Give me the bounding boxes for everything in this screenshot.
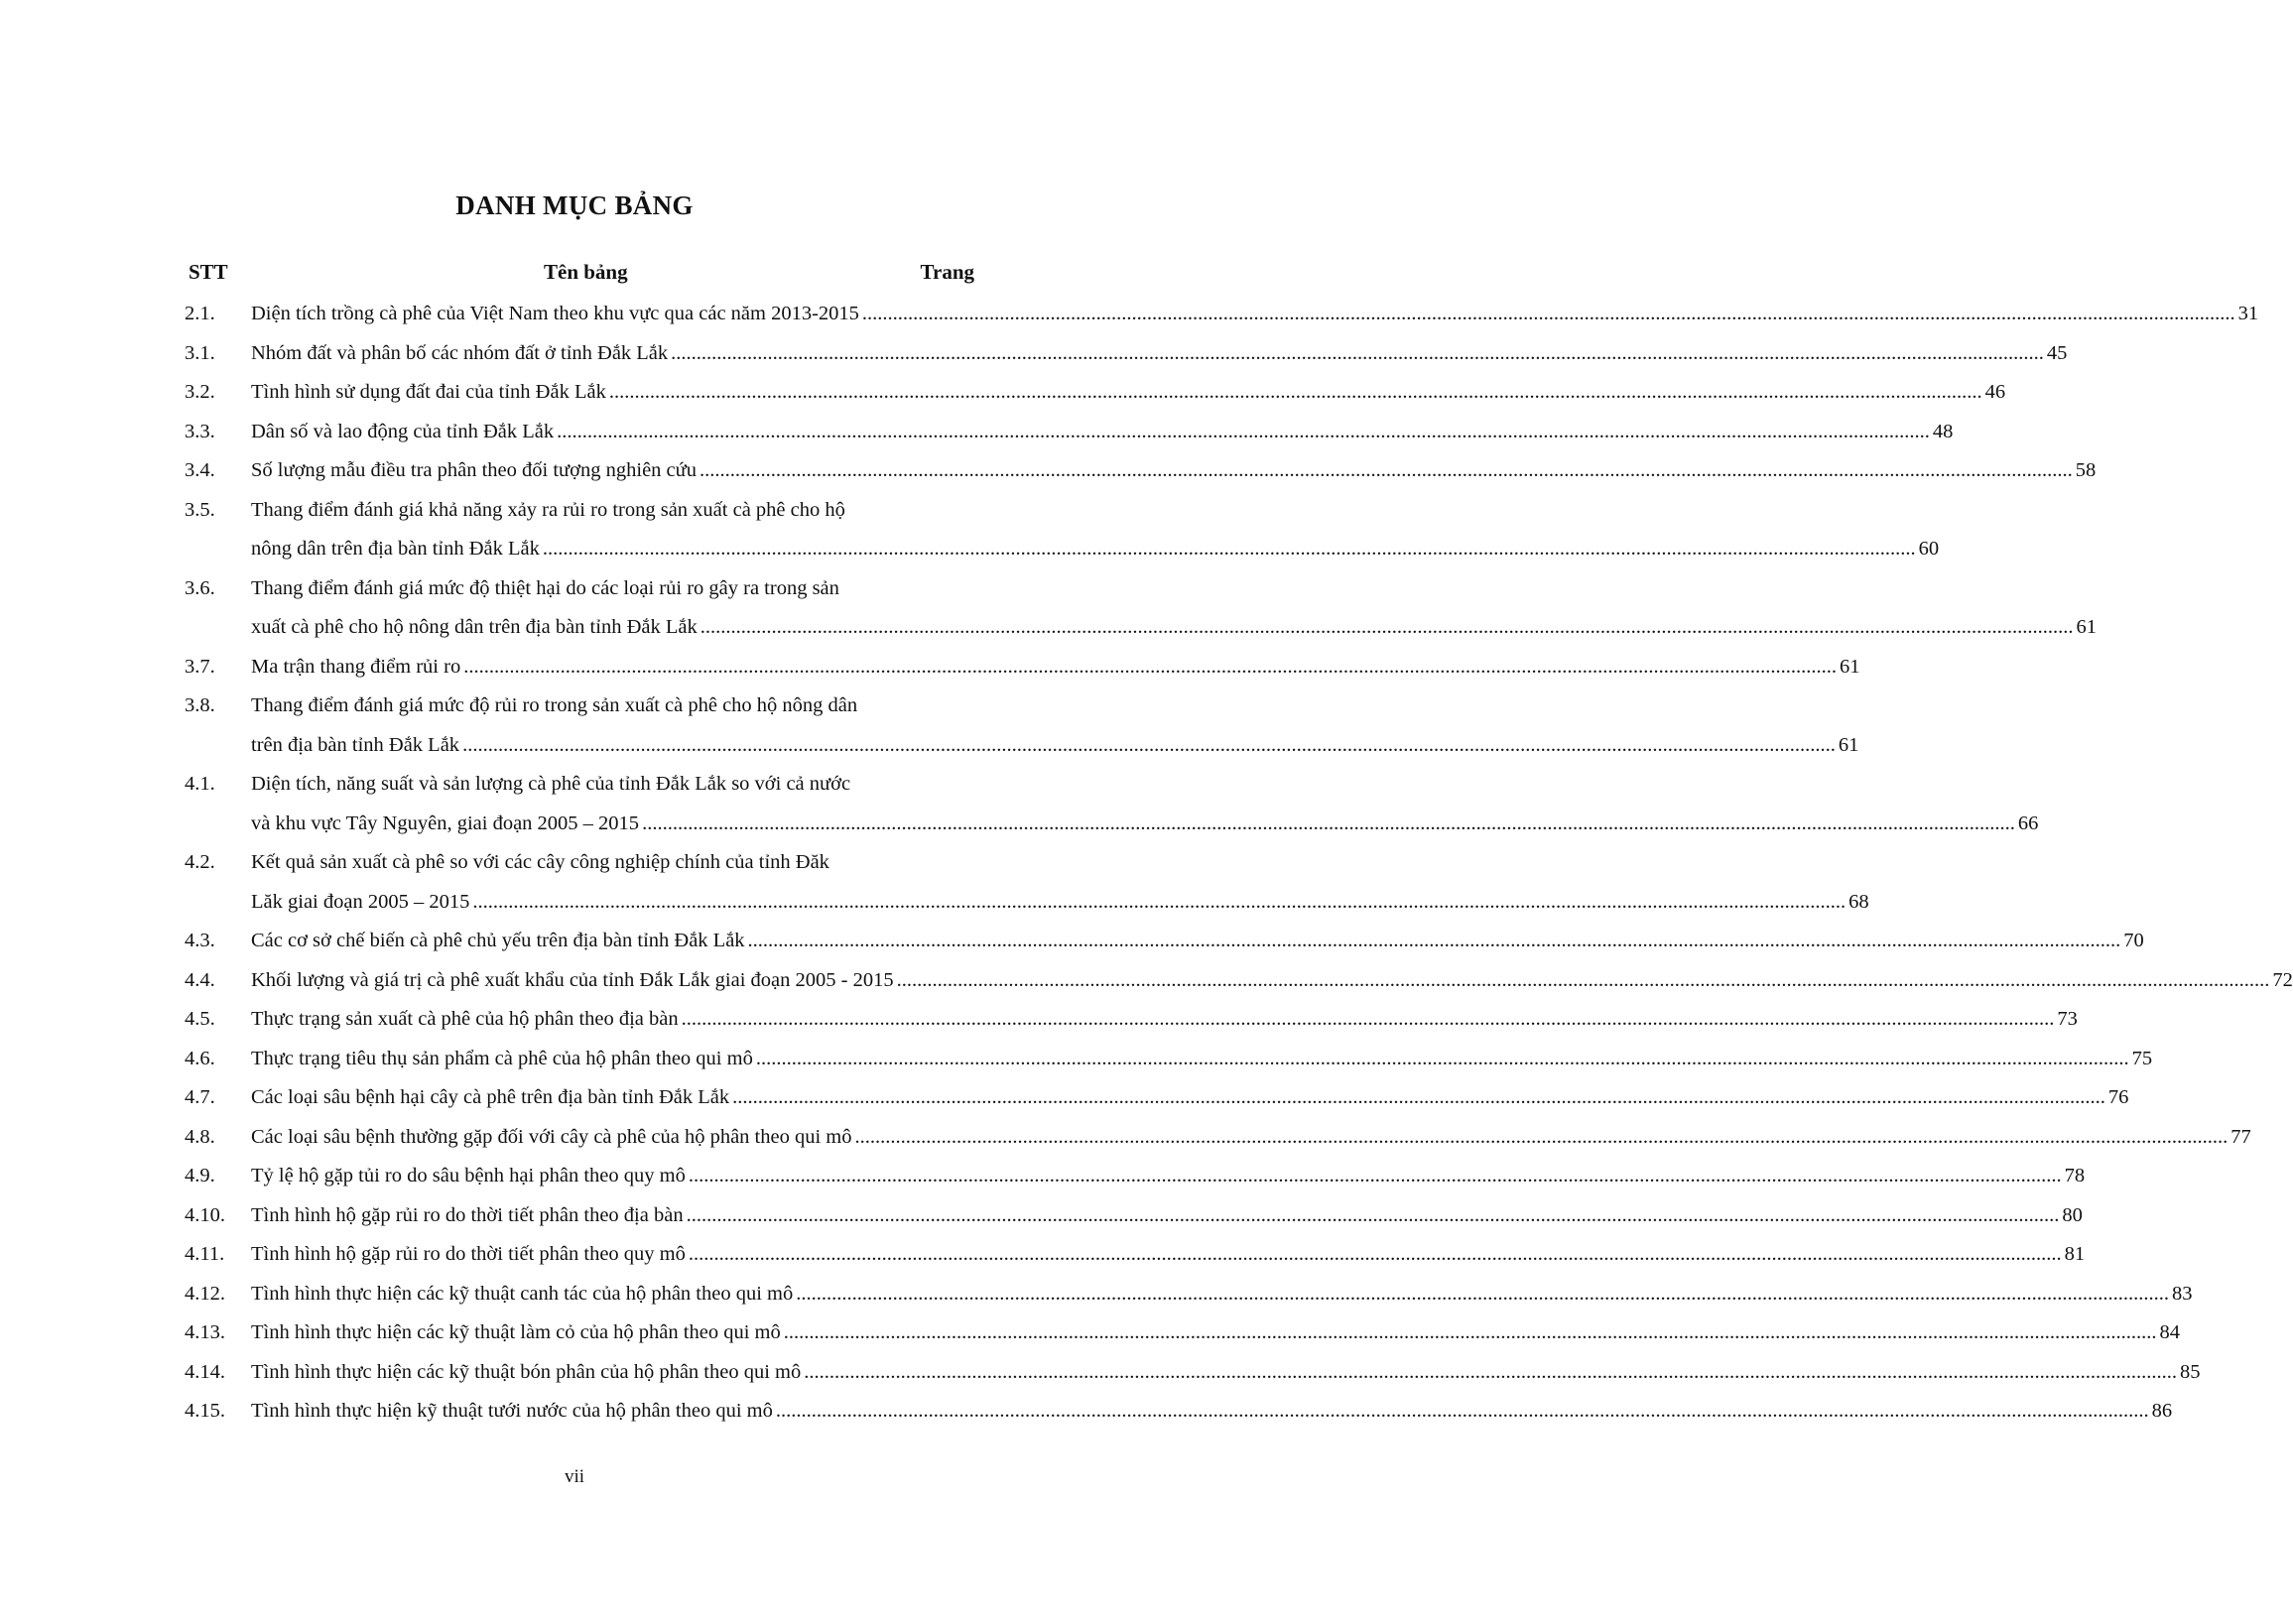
entry-body: [251, 1353, 2201, 1393]
entry-last-line: [251, 922, 2144, 961]
entry-body: [251, 451, 2097, 491]
entry-last-line: [251, 1275, 2193, 1314]
entry-page: 80: [2062, 1203, 2083, 1226]
list-item[interactable]: [0, 1118, 2251, 1158]
entry-page: 45: [2046, 341, 2068, 364]
list-item[interactable]: [0, 765, 2039, 843]
dot-leader: ..............................................................................................................................................................................................................................................................................: [700, 616, 2074, 638]
entry-title: và khu vực Tây Nguyên, giai đoạn 2005 – 2015: [251, 812, 640, 834]
dot-leader: ..............................................................................................................................................................................................................................................................................: [861, 303, 2235, 324]
entry-title-line: Kết quả sản xuất cà phê so với các cây công nghiệp chính của tỉnh Đăk: [251, 851, 829, 873]
entry-body: [251, 843, 1869, 922]
entry-page: 77: [2230, 1125, 2251, 1148]
list-item[interactable]: [0, 451, 2097, 491]
dot-leader: ..............................................................................................................................................................................................................................................................................: [608, 381, 1982, 403]
entry-number: 2.1.: [185, 303, 215, 324]
dot-leader: ..............................................................................................................................................................................................................................................................................: [463, 655, 1837, 678]
entry-number: 4.15.: [185, 1400, 225, 1422]
entry-body: [251, 687, 1859, 765]
entry-number: 4.6.: [185, 1047, 215, 1069]
dot-leader: ..............................................................................................................................................................................................................................................................................: [747, 930, 2121, 951]
list-item[interactable]: [0, 1157, 2086, 1196]
entry-title: Lăk giai đoạn 2005 – 2015: [251, 890, 470, 913]
list-item[interactable]: [0, 1392, 2173, 1432]
list-item[interactable]: [0, 1275, 2193, 1314]
entry-title: Các cơ sở chế biến cà phê chủ yếu trên địa bàn tỉnh Đắk Lắk: [251, 930, 745, 951]
entry-body: [251, 569, 2097, 648]
entry-number: 3.7.: [185, 655, 215, 678]
entry-body: [251, 491, 1940, 569]
header-table-name: Tên bảng: [544, 260, 628, 284]
entry-number: 4.2.: [185, 851, 215, 873]
entry-page: 70: [2123, 930, 2144, 951]
entry-page: 48: [1932, 420, 1954, 442]
entry-last-line: [251, 334, 2068, 374]
entry-page: 31: [2237, 303, 2259, 324]
dot-leader: ..............................................................................................................................................................................................................................................................................: [775, 1400, 2149, 1422]
entry-title: Diện tích trồng cà phê của Việt Nam theo khu vực qua các năm 2013-2015: [251, 303, 859, 324]
entry-page: 58: [2075, 459, 2097, 481]
entry-title: Tình hình sử dụng đất đai của tỉnh Đắk Lắk: [251, 381, 606, 403]
entry-last-line: [251, 295, 2259, 334]
entry-number: 3.4.: [185, 459, 215, 481]
dot-leader: ..............................................................................................................................................................................................................................................................................: [472, 890, 1847, 913]
entry-last-line: [251, 1078, 2129, 1118]
entry-number: 4.12.: [185, 1282, 225, 1305]
entry-body: [251, 413, 1954, 452]
entry-page: 66: [2017, 812, 2039, 834]
entry-last-line: [251, 961, 2293, 1001]
entry-title: Tình hình hộ gặp rủi ro do thời tiết phân theo địa bàn: [251, 1203, 684, 1226]
entry-body: [251, 295, 2259, 334]
entry-last-line: [251, 1118, 2251, 1158]
entry-title: Tình hình hộ gặp rủi ro do thời tiết phân theo quy mô: [251, 1243, 686, 1265]
dot-leader: ..............................................................................................................................................................................................................................................................................: [688, 1165, 2062, 1187]
table-header: [0, 260, 1149, 290]
entry-page: 60: [1918, 538, 1940, 560]
entry-last-line: [251, 726, 1859, 766]
entry-number: 3.1.: [185, 341, 215, 364]
entry-title-line: Thang điểm đánh giá khả năng xảy ra rủi ro trong sản xuất cà phê cho hộ: [251, 498, 845, 521]
entry-last-line: [251, 1353, 2201, 1393]
entry-number: 4.5.: [185, 1008, 215, 1030]
list-item[interactable]: [0, 1040, 2153, 1079]
entry-number: 3.8.: [185, 694, 215, 716]
dot-leader: ..............................................................................................................................................................................................................................................................................: [642, 812, 2015, 834]
entry-title: Dân số và lao động của tỉnh Đắk Lắk: [251, 420, 555, 442]
entry-page: 86: [2151, 1400, 2173, 1422]
entry-page: 73: [2057, 1008, 2078, 1030]
entry-title: Thực trạng sản xuất cà phê của hộ phân theo địa bàn: [251, 1008, 679, 1030]
entry-body: [251, 1000, 2078, 1040]
entry-title: Các loại sâu bệnh hại cây cà phê trên địa bàn tỉnh Đắk Lắk: [251, 1086, 730, 1108]
dot-leader: ..............................................................................................................................................................................................................................................................................: [854, 1125, 2229, 1148]
entry-last-line: [251, 608, 2097, 648]
list-item[interactable]: [0, 1000, 2078, 1040]
entry-body: [251, 922, 2144, 961]
entry-title: trên địa bàn tỉnh Đắk Lắk: [251, 733, 460, 756]
entry-title: Tình hình thực hiện kỹ thuật tưới nước của hộ phân theo qui mô: [251, 1400, 773, 1422]
header-stt: STT: [189, 260, 228, 284]
entry-title: Nhóm đất và phân bố các nhóm đất ở tỉnh Đắk Lắk: [251, 341, 669, 364]
entry-last-line: [251, 805, 2039, 844]
entry-body: [251, 648, 1860, 687]
entry-title: Số lượng mẫu điều tra phân theo đối tượng nghiên cứu: [251, 459, 697, 481]
list-item[interactable]: [0, 491, 1940, 569]
entry-number: 4.10.: [185, 1203, 225, 1226]
entry-number: 4.11.: [185, 1243, 225, 1265]
entry-page: 81: [2064, 1243, 2086, 1265]
entry-last-line: [251, 1392, 2173, 1432]
dot-leader: ..............................................................................................................................................................................................................................................................................: [732, 1086, 2105, 1108]
entry-last-line: [251, 1196, 2083, 1236]
entry-page: 61: [1838, 733, 1859, 756]
dot-leader: ..............................................................................................................................................................................................................................................................................: [462, 733, 1836, 756]
dot-leader: ..............................................................................................................................................................................................................................................................................: [804, 1360, 2177, 1383]
entry-page: 75: [2131, 1047, 2153, 1069]
list-item[interactable]: [0, 687, 1859, 765]
list-item[interactable]: [0, 1078, 2129, 1118]
list-item[interactable]: [0, 295, 2259, 334]
entry-page: 85: [2179, 1360, 2201, 1383]
entry-title: Các loại sâu bệnh thường gặp đối với cây cà phê của hộ phân theo qui mô: [251, 1125, 852, 1148]
list-item[interactable]: [0, 413, 1954, 452]
page-number: vii: [564, 1466, 585, 1487]
entry-title: xuất cà phê cho hộ nông dân trên địa bàn tỉnh Đắk Lắk: [251, 616, 698, 638]
entry-number: 4.13.: [185, 1321, 225, 1343]
entry-last-line: [251, 883, 1869, 923]
entry-body: [251, 334, 2068, 374]
entry-page: 61: [1839, 655, 1860, 678]
dot-leader: ..............................................................................................................................................................................................................................................................................: [755, 1047, 2129, 1069]
entry-title: Tình hình thực hiện các kỹ thuật canh tác của hộ phân theo qui mô: [251, 1282, 794, 1305]
entry-body: [251, 1040, 2153, 1079]
page-title: DANH MỤC BẢNG: [455, 190, 694, 220]
table-of-tables: [0, 295, 2293, 1432]
entry-last-line: [251, 373, 2006, 413]
entry-page: 78: [2064, 1165, 2086, 1187]
entry-body: [251, 373, 2006, 413]
dot-leader: ..............................................................................................................................................................................................................................................................................: [796, 1282, 2169, 1305]
dot-leader: ..............................................................................................................................................................................................................................................................................: [557, 420, 1930, 442]
dot-leader: ..............................................................................................................................................................................................................................................................................: [671, 341, 2044, 364]
list-item[interactable]: [0, 334, 2068, 374]
entry-body: [251, 1313, 2180, 1353]
entry-last-line: [251, 530, 1940, 569]
entry-last-line: [251, 1040, 2153, 1079]
entry-page: 83: [2171, 1282, 2193, 1305]
entry-number: 3.3.: [185, 420, 215, 442]
entry-body: [251, 1157, 2086, 1196]
entry-number: 4.14.: [185, 1360, 225, 1383]
entry-number: 4.1.: [185, 773, 215, 795]
entry-title-line: Thang điểm đánh giá mức độ rủi ro trong sản xuất cà phê cho hộ nông dân: [251, 694, 858, 716]
entry-title: Tình hình thực hiện các kỹ thuật bón phân của hộ phân theo qui mô: [251, 1360, 802, 1383]
entry-title: Tỷ lệ hộ gặp tủi ro do sâu bệnh hại phân theo quy mô: [251, 1165, 686, 1187]
dot-leader: ..............................................................................................................................................................................................................................................................................: [686, 1203, 2060, 1226]
entry-number: 3.6.: [185, 576, 215, 599]
header-page: Trang: [920, 260, 974, 284]
entry-body: [251, 1078, 2129, 1118]
list-item[interactable]: [0, 922, 2144, 961]
entry-body: [251, 765, 2039, 843]
entry-page: 46: [1984, 381, 2006, 403]
entry-number: 4.8.: [185, 1125, 215, 1148]
entry-number: 4.3.: [185, 930, 215, 951]
dot-leader: ..............................................................................................................................................................................................................................................................................: [700, 459, 2073, 481]
list-item[interactable]: [0, 373, 2006, 413]
entry-body: [251, 961, 2293, 1001]
list-item[interactable]: [0, 1313, 2180, 1353]
list-item[interactable]: [0, 961, 2293, 1001]
entry-last-line: [251, 1157, 2086, 1196]
dot-leader: ..............................................................................................................................................................................................................................................................................: [783, 1321, 2157, 1343]
entry-title: Thực trạng tiêu thụ sản phẩm cà phê của hộ phân theo qui mô: [251, 1047, 753, 1069]
entry-title-line: Thang điểm đánh giá mức độ thiệt hại do các loại rủi ro gây ra trong sản: [251, 576, 839, 599]
entry-last-line: [251, 1235, 2086, 1275]
entry-number: 4.9.: [185, 1165, 215, 1187]
entry-last-line: [251, 648, 1860, 687]
entry-number: 4.4.: [185, 968, 215, 991]
entry-page: 61: [2076, 616, 2097, 638]
entry-title: Ma trận thang điểm rủi ro: [251, 655, 461, 678]
entry-title-line: Diện tích, năng suất và sản lượng cà phê của tỉnh Đắk Lắk so với cả nước: [251, 773, 851, 795]
entry-number: 3.5.: [185, 498, 215, 521]
entry-number: 4.7.: [185, 1086, 215, 1108]
list-item[interactable]: [0, 843, 1869, 922]
entry-last-line: [251, 1313, 2180, 1353]
entry-page: 72: [2272, 968, 2293, 991]
entry-last-line: [251, 1000, 2078, 1040]
list-item[interactable]: [0, 648, 1860, 687]
entry-title: Khối lượng và giá trị cà phê xuất khẩu của tỉnh Đắk Lắk giai đoạn 2005 - 2015: [251, 968, 894, 991]
entry-body: [251, 1118, 2251, 1158]
entry-body: [251, 1275, 2193, 1314]
list-item[interactable]: [0, 569, 2097, 648]
dot-leader: ..............................................................................................................................................................................................................................................................................: [542, 538, 1916, 560]
entry-page: 84: [2159, 1321, 2180, 1343]
list-item[interactable]: [0, 1196, 2083, 1236]
list-item[interactable]: [0, 1353, 2201, 1393]
list-item[interactable]: [0, 1235, 2086, 1275]
entry-number: 3.2.: [185, 381, 215, 403]
entry-title: Tình hình thực hiện các kỹ thuật làm cỏ của hộ phân theo qui mô: [251, 1321, 781, 1343]
entry-last-line: [251, 413, 1954, 452]
entry-last-line: [251, 451, 2097, 491]
entry-body: [251, 1392, 2173, 1432]
entry-page: 68: [1848, 890, 1869, 913]
entry-body: [251, 1196, 2083, 1236]
entry-body: [251, 1235, 2086, 1275]
dot-leader: ..............................................................................................................................................................................................................................................................................: [681, 1008, 2055, 1030]
entry-title: nông dân trên địa bàn tỉnh Đắk Lắk: [251, 538, 540, 560]
dot-leader: ..............................................................................................................................................................................................................................................................................: [688, 1243, 2062, 1265]
dot-leader: ..............................................................................................................................................................................................................................................................................: [896, 968, 2270, 991]
entry-page: 76: [2107, 1086, 2129, 1108]
